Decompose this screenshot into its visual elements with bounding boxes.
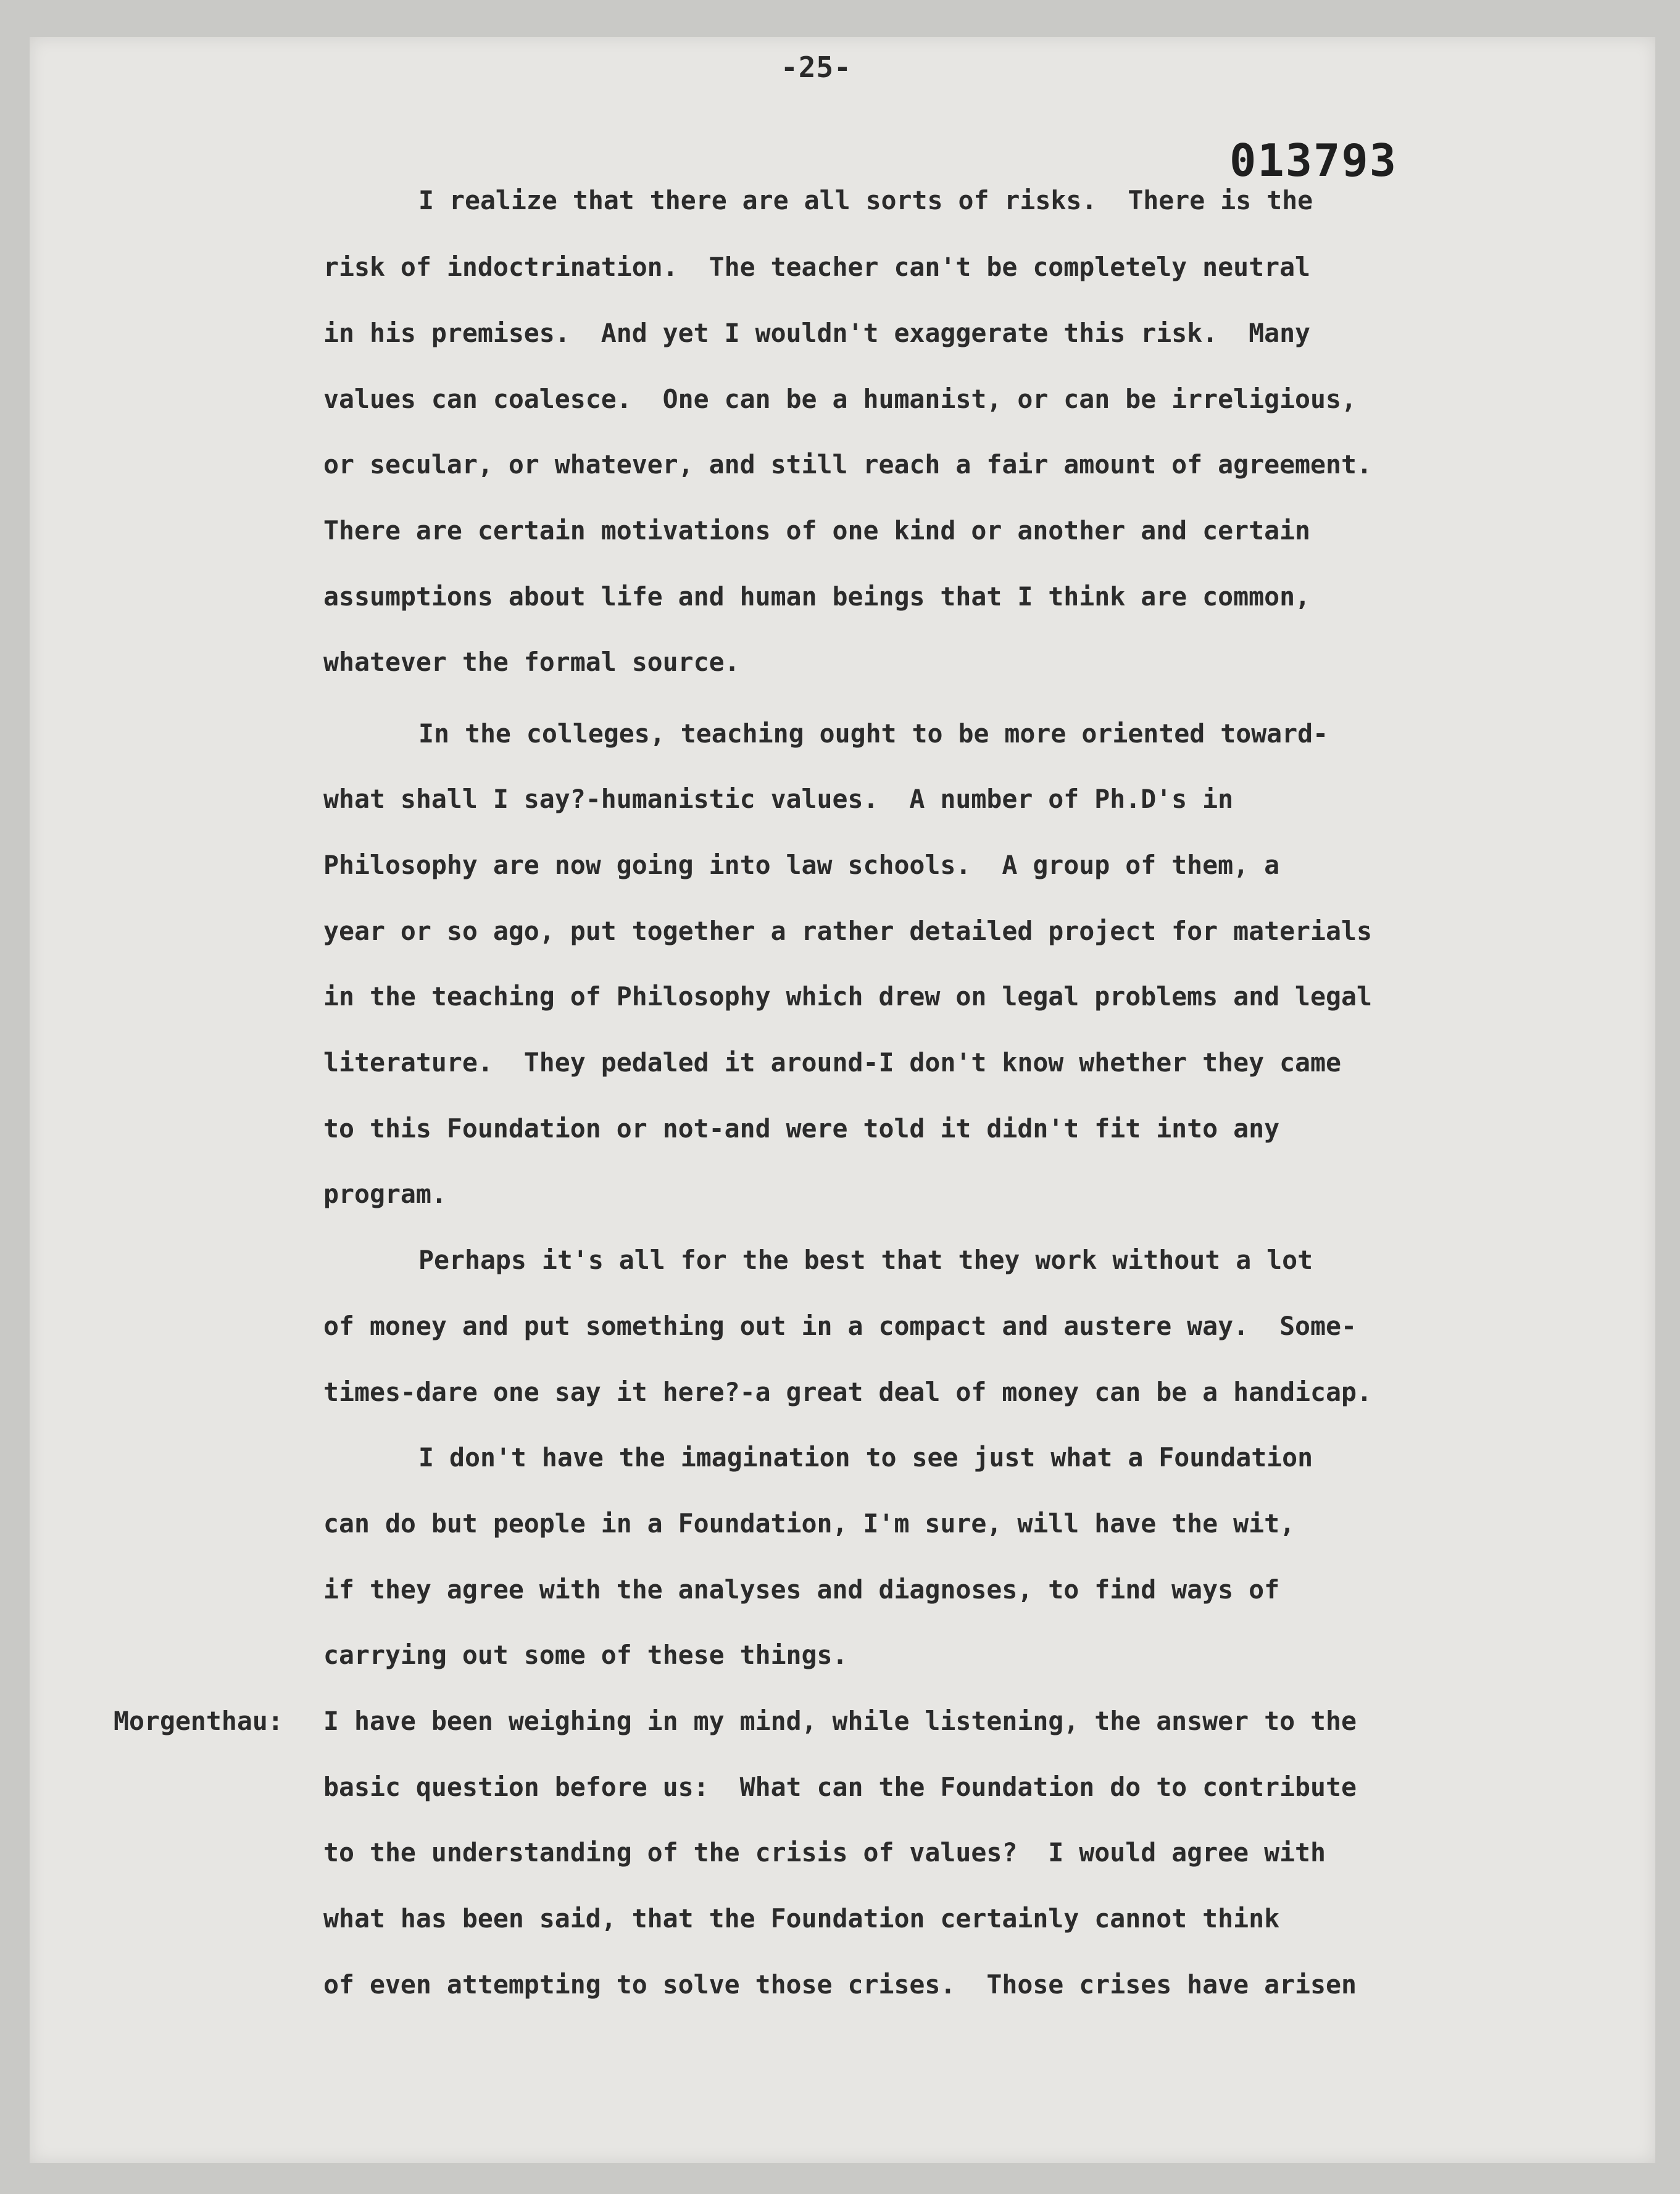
speaker-label: Morgenthau: [114, 1706, 283, 1736]
text-line: There are certain motivations of one kind or another and certain [323, 515, 1311, 546]
text-line: program. [323, 1179, 447, 1209]
text-line: values can coalesce. One can be a humanist, or can be irreligious, [323, 384, 1357, 414]
text-line: whatever the formal source. [323, 647, 740, 677]
text-line: what has been said, that the Foundation certainly cannot think [323, 1903, 1280, 1934]
text-line: to the understanding of the crisis of values? I would agree with [323, 1837, 1326, 1868]
text-line: year or so ago, put together a rather detailed project for materials [323, 916, 1372, 946]
text-line: Philosophy are now going into law schools. A group of them, a [323, 850, 1280, 880]
text-line: in his premises. And yet I wouldn't exaggerate this risk. Many [323, 318, 1311, 348]
text-line: of money and put something out in a compact and austere way. Some- [323, 1311, 1357, 1341]
text-line: what shall I say?-humanistic values. A number of Ph.D's in [323, 784, 1234, 814]
document-id: 013793 [1229, 135, 1398, 186]
text-line: can do but people in a Foundation, I'm sure, will have the wit, [323, 1508, 1295, 1539]
text-line: basic question before us: What can the Foundation do to contribute [323, 1772, 1357, 1802]
text-line: I have been weighing in my mind, while listening, the answer to the [323, 1706, 1357, 1736]
text-line: to this Foundation or not-and were told it didn't fit into any [323, 1113, 1280, 1144]
text-line: of even attempting to solve those crises. Those crises have arisen [323, 1969, 1357, 2000]
text-line: risk of indoctrination. The teacher can't be completely neutral [323, 252, 1311, 282]
text-line: carrying out some of these things. [323, 1640, 848, 1670]
text-line: In the colleges, teaching ought to be more oriented toward- [418, 718, 1329, 749]
text-line: times-dare one say it here?-a great deal of money can be a handicap. [323, 1377, 1372, 1407]
text-line: I realize that there are all sorts of risks. There is the [418, 185, 1313, 215]
page-number: -25- [781, 51, 852, 84]
text-line: if they agree with the analyses and diagnoses, to find ways of [323, 1574, 1280, 1605]
text-line: in the teaching of Philosophy which drew on legal problems and legal [323, 981, 1372, 1012]
text-line: or secular, or whatever, and still reach a fair amount of agreement. [323, 449, 1372, 480]
text-line: literature. They pedaled it around-I don't know whether they came [323, 1047, 1342, 1078]
text-line: assumptions about life and human beings that I think are common, [323, 581, 1311, 612]
text-line: Perhaps it's all for the best that they work without a lot [418, 1245, 1313, 1275]
text-line: I don't have the imagination to see just what a Foundation [418, 1442, 1313, 1473]
